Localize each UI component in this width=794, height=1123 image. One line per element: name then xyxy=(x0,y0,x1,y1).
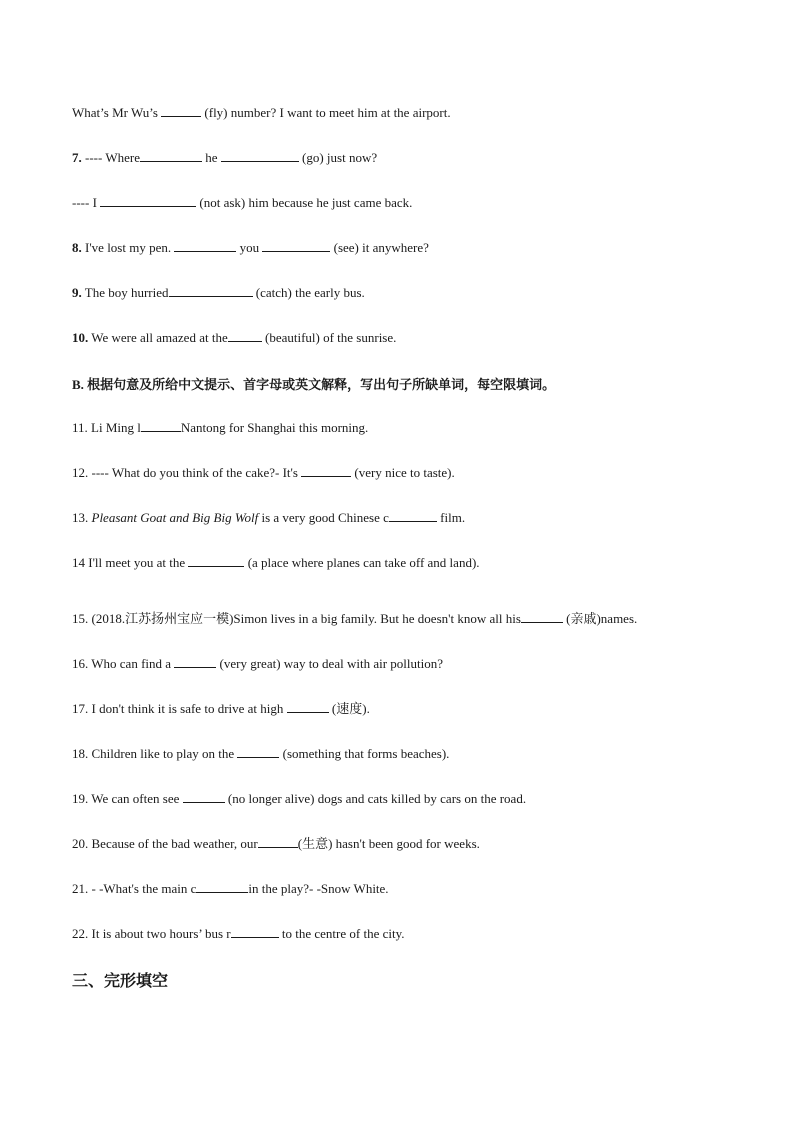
question-number: 7. xyxy=(72,150,82,165)
text: film. xyxy=(436,510,466,525)
sentence-fly-number xyxy=(72,104,451,121)
text: (catch) the early bus. xyxy=(252,285,365,300)
text: 17. I don't think it is safe to drive at high xyxy=(72,701,287,716)
text: (a place where planes can take off and land). xyxy=(244,555,480,570)
text: We were all amazed at the xyxy=(88,330,228,345)
question-15 xyxy=(72,610,637,627)
question-number: 8. xyxy=(72,240,82,255)
text: you xyxy=(236,240,263,255)
text: is a very good Chinese c xyxy=(258,510,389,525)
question-13 xyxy=(72,509,465,526)
question-7 xyxy=(72,149,377,166)
text: (very nice to taste). xyxy=(351,465,455,480)
text: What’s Mr Wu’s xyxy=(72,105,162,120)
question-17 xyxy=(72,700,370,717)
answer-blank[interactable] xyxy=(389,509,437,522)
question-11 xyxy=(72,419,368,436)
text: 15. (2018.江苏扬州宝应一模)Simon lives in a big family. But he doesn't know all his xyxy=(72,611,521,626)
text: ---- I xyxy=(72,195,101,210)
question-21 xyxy=(72,880,389,897)
answer-blank[interactable] xyxy=(301,464,351,477)
answer-blank[interactable] xyxy=(262,239,330,252)
text: in the play?- -Snow White. xyxy=(248,881,389,896)
answer-blank[interactable] xyxy=(174,239,236,252)
answer-blank[interactable] xyxy=(100,194,196,207)
text: 14 I'll meet you at the xyxy=(72,555,189,570)
text: (fly) number? I want to meet him at the airport. xyxy=(201,105,451,120)
question-14 xyxy=(72,554,480,571)
text: 16. Who can find a xyxy=(72,656,175,671)
question-7-reply xyxy=(72,194,412,211)
question-number: 9. xyxy=(72,285,82,300)
answer-blank[interactable] xyxy=(287,700,329,713)
section-b-instructions: B. 根据句意及所给中文提示、首字母或英文解释，写出句子所缺单词，每空限填词。 xyxy=(72,377,556,392)
answer-blank[interactable] xyxy=(221,149,299,162)
question-22 xyxy=(72,925,405,942)
answer-blank[interactable] xyxy=(141,419,181,432)
text: he xyxy=(201,150,221,165)
text: 20. Because of the bad weather, our xyxy=(72,836,258,851)
text: to the centre of the city. xyxy=(278,926,405,941)
text: (亲戚)names. xyxy=(562,611,638,626)
question-8 xyxy=(72,239,429,256)
text: (not ask) him because he just came back. xyxy=(196,195,413,210)
question-19 xyxy=(72,790,526,807)
text: (no longer alive) dogs and cats killed by cars on the road. xyxy=(224,791,527,806)
text: (go) just now? xyxy=(298,150,378,165)
question-12 xyxy=(72,464,455,481)
question-16 xyxy=(72,655,443,672)
answer-blank[interactable] xyxy=(169,284,253,297)
text: Nantong for Shanghai this morning. xyxy=(180,420,369,435)
text: ---- Where xyxy=(81,150,140,165)
question-9 xyxy=(72,284,365,301)
text: 21. - -What's the main c xyxy=(72,881,197,896)
question-18 xyxy=(72,745,449,762)
question-number: 10. xyxy=(72,330,89,345)
answer-blank[interactable] xyxy=(231,925,279,938)
answer-blank[interactable] xyxy=(521,610,563,623)
text: The boy hurried xyxy=(81,285,169,300)
text: (速度). xyxy=(328,701,370,716)
text: 18. Children like to play on the xyxy=(72,746,238,761)
text: (生意) hasn't been good for weeks. xyxy=(297,836,480,851)
section-three-heading: 三、完形填空 xyxy=(72,973,169,990)
answer-blank[interactable] xyxy=(183,790,225,803)
text: 22. It is about two hours’ bus r xyxy=(72,926,231,941)
text: 12. ---- What do you think of the cake?- It's xyxy=(72,465,302,480)
text: (very great) way to deal with air pollution? xyxy=(216,656,443,671)
answer-blank[interactable] xyxy=(140,149,202,162)
text: I've lost my pen. xyxy=(81,240,175,255)
text: (something that forms beaches). xyxy=(279,746,450,761)
question-10 xyxy=(72,329,396,346)
film-title: Pleasant Goat and Big Big Wolf xyxy=(91,510,259,525)
answer-blank[interactable] xyxy=(174,655,216,668)
text: (beautiful) of the sunrise. xyxy=(261,330,397,345)
answer-blank[interactable] xyxy=(161,104,201,117)
answer-blank[interactable] xyxy=(258,835,298,848)
answer-blank[interactable] xyxy=(228,329,262,342)
text: (see) it anywhere? xyxy=(330,240,429,255)
text: 19. We can often see xyxy=(72,791,183,806)
answer-blank[interactable] xyxy=(237,745,279,758)
text: 13. xyxy=(72,510,92,525)
answer-blank[interactable] xyxy=(196,880,248,893)
question-20 xyxy=(72,835,480,852)
answer-blank[interactable] xyxy=(188,554,244,567)
text: 11. Li Ming l xyxy=(72,420,141,435)
